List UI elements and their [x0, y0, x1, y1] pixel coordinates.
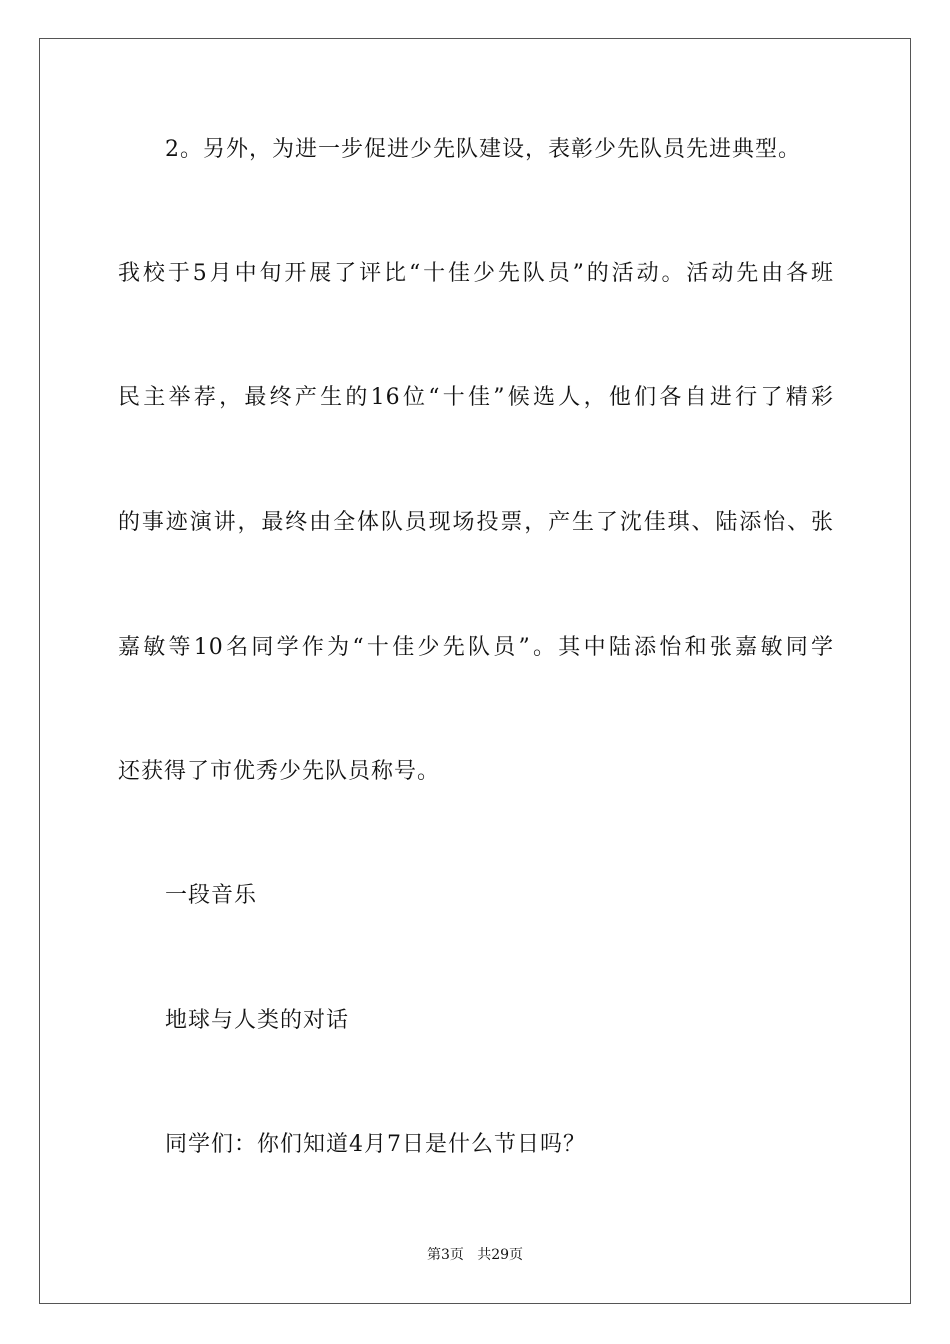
paragraph-line: 地球与人类的对话 [165, 1008, 350, 1033]
paragraph-line: 还获得了市优秀少先队员称号。 [118, 759, 441, 784]
paragraph-line: 同学们：你们知道4月7日是什么节日吗？ [165, 1132, 586, 1157]
paragraph-line: 2。另外，为进一步促进少先队建设，表彰少先队员先进典型。 [165, 137, 801, 162]
paragraph-line: 嘉敏等10名同学作为“十佳少先队员”。其中陆添怡和张嘉敏同学 [118, 635, 834, 660]
page-number-footer: 第3页 共29页 [426, 1247, 524, 1263]
paragraph-line: 的事迹演讲，最终由全体队员现场投票，产生了沈佳琪、陆添怡、张 [118, 510, 834, 535]
paragraph-line: 一段音乐 [165, 883, 258, 908]
paragraph-line: 民主举荐，最终产生的16位“十佳”候选人，他们各自进行了精彩 [118, 385, 834, 410]
paragraph-line: 我校于5月中旬开展了评比“十佳少先队员”的活动。活动先由各班 [118, 261, 834, 286]
page-frame [39, 38, 911, 1304]
